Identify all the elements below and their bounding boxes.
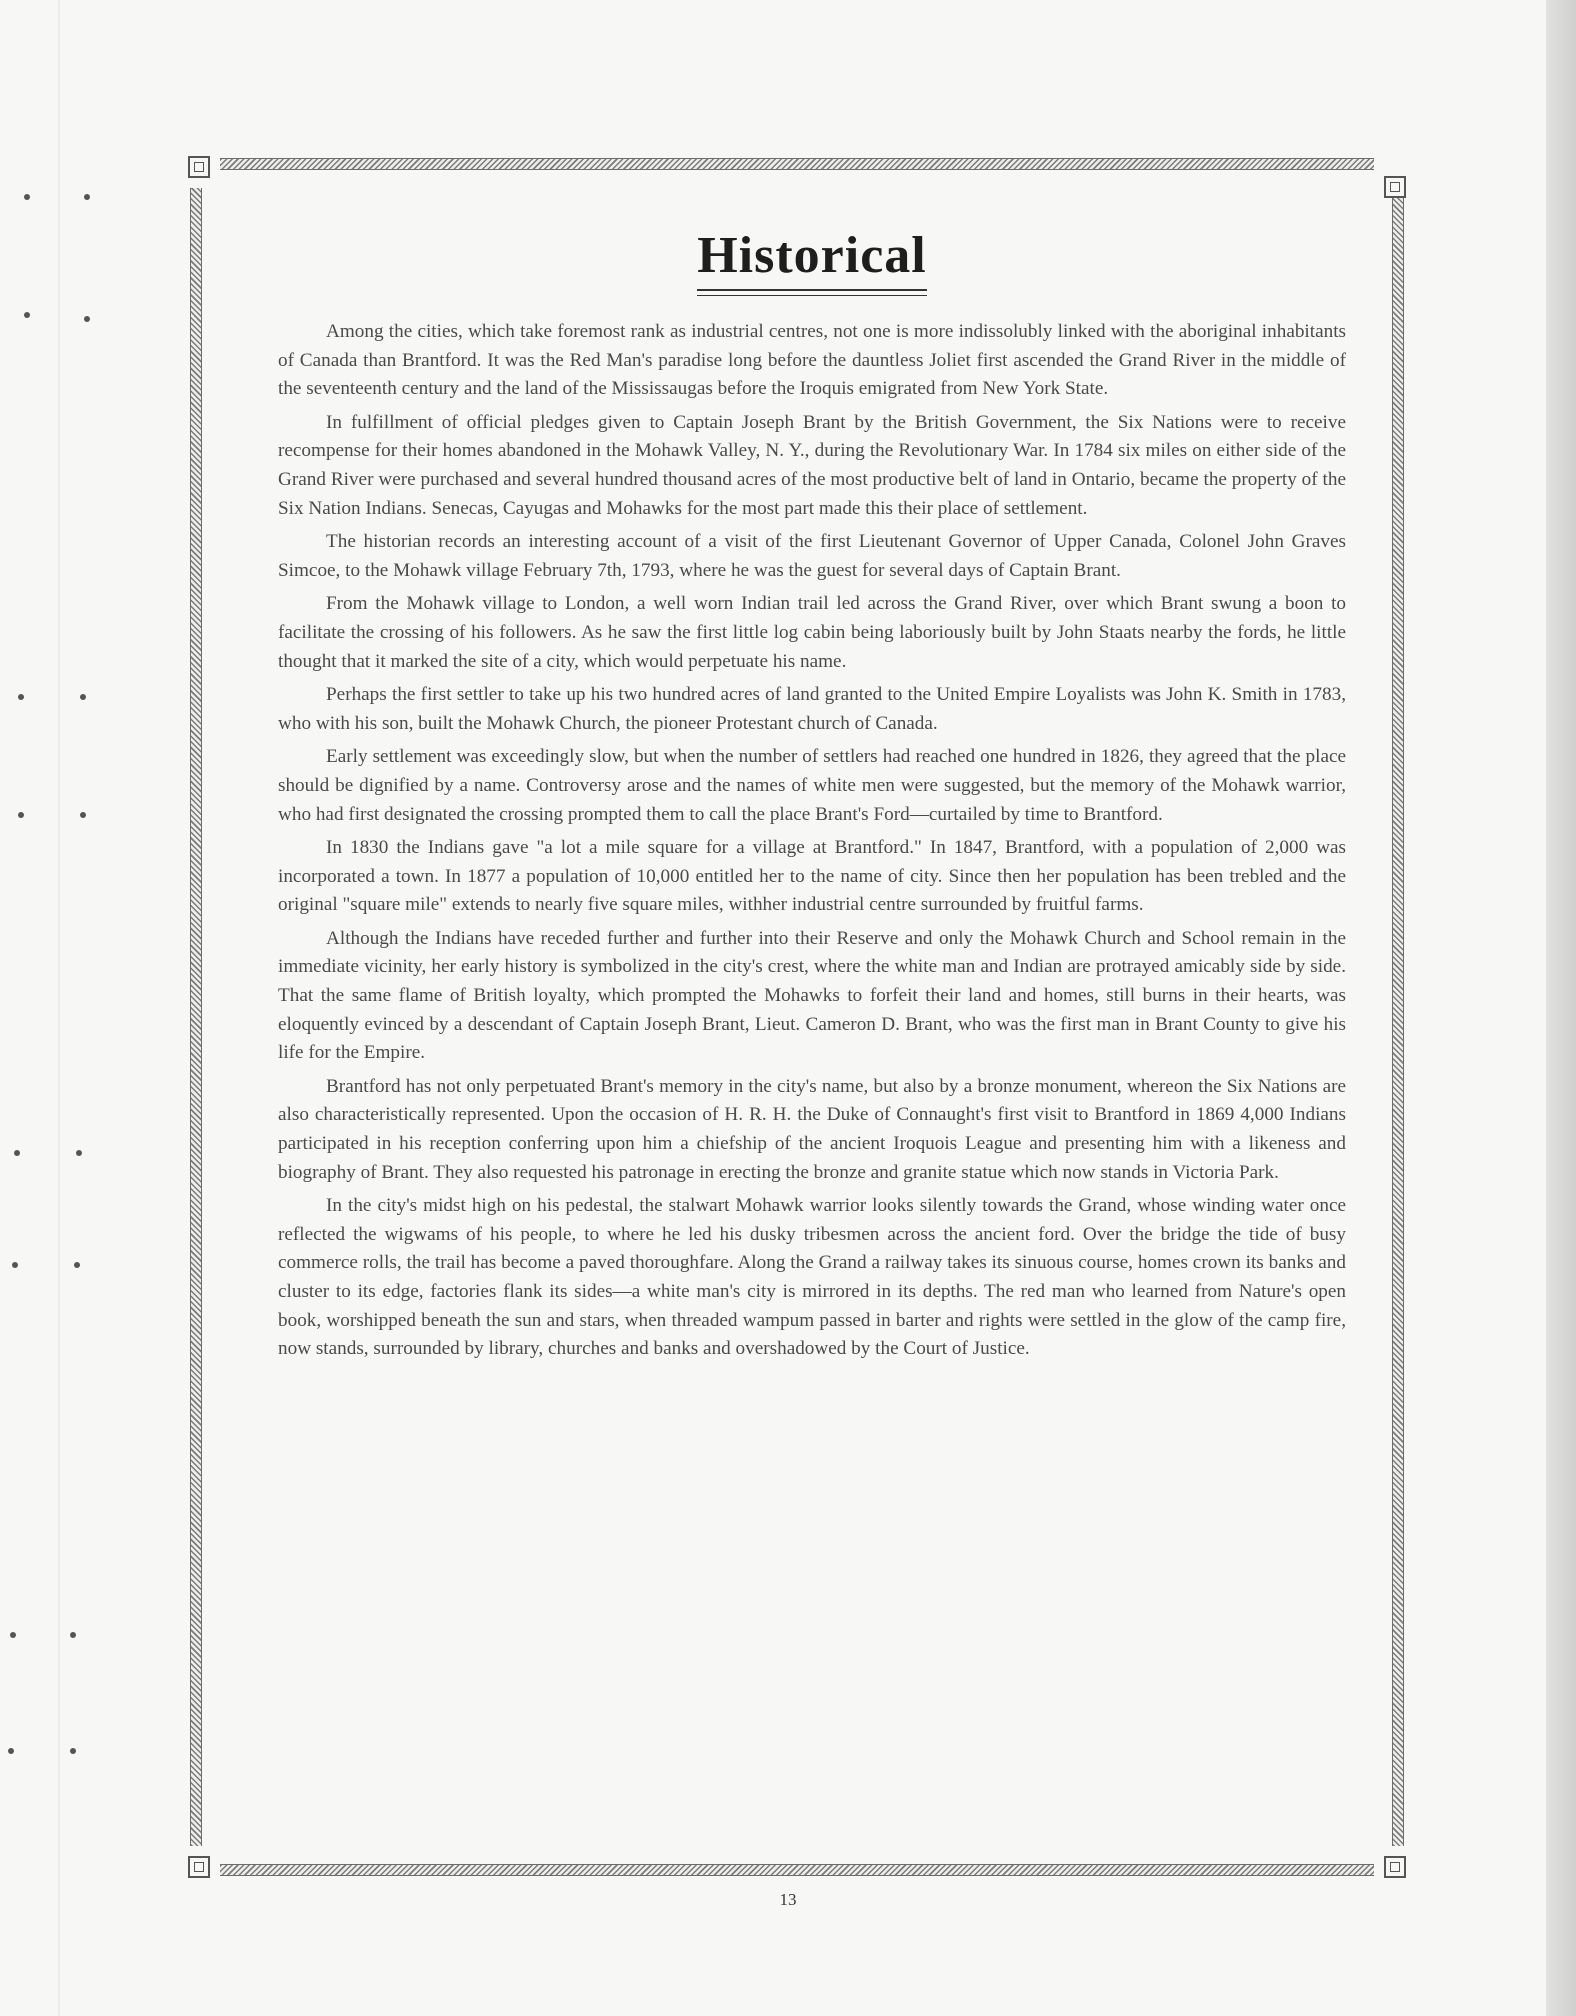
paragraph: Brantford has not only perpetuated Brant's memory in the city's name, but also by a bronze monument, whereon the Six Nations are also characteristically represented. Upon the occasion of H. R. H. the Duke of Connaught's first visit to Brantford in 1869 4,000 Indians participated in his reception conferring upon him a chiefship of the ancient Iroquois League and presenting him with a likeness and biography of Brant. They also requested his patronage in erecting the bronze and granite statue which now stands in Victoria Park. — [278, 1075, 1346, 1183]
binding-margin — [0, 0, 80, 2016]
page-fold — [58, 0, 60, 2016]
binding-hole — [18, 694, 24, 700]
binding-hole — [12, 1262, 18, 1268]
paragraph: In fulfillment of official pledges given to Captain Joseph Brant by the British Government, the Six Nations were to receive recompense for their homes abandoned in the Mohawk Valley, N. Y., during the Revolutionary War. In 1784 six miles on either side of the Grand River were purchased and several hundred thousand acres of the most productive belt of land in Ontario, became the property of the Six Nation Indians. Senecas, Cayugas and Mohawks for the most part made this their place of settlement. — [278, 411, 1346, 519]
paragraph: The historian records an interesting account of a visit of the first Lieutenant Governor of Upper Canada, Colonel John Graves Simcoe, to the Mohawk village February 7th, 1793, where he was the guest for several days of Captain Brant. — [278, 531, 1346, 581]
binding-hole — [76, 1150, 82, 1156]
paragraph: In 1830 the Indians gave "a lot a mile square for a village at Brantford." In 1847, Brantford, with a population of 2,000 was incorporated a town. In 1877 a population of 10,000 entitled her to the name of city. Since then her population has been trebled and the original "square mile" extends to nearly five square miles, withher industrial centre surrounded by fruitful farms. — [278, 837, 1346, 916]
paragraph: From the Mohawk village to London, a well worn Indian trail led across the Grand River, over which Brant swung a boon to facilitate the crossing of his followers. As he saw the first little log cabin being laboriously built by John Staats nearby the fords, he little thought that it marked the site of a city, which would perpetuate his name. — [278, 593, 1346, 672]
frame-corner-ornament — [188, 156, 210, 178]
binding-hole — [80, 812, 86, 818]
binding-hole — [24, 194, 30, 200]
binding-hole — [84, 316, 90, 322]
binding-hole — [70, 1632, 76, 1638]
binding-hole — [24, 312, 30, 318]
frame-border-top — [220, 158, 1374, 170]
binding-hole — [80, 694, 86, 700]
paragraph: Perhaps the first settler to take up his two hundred acres of land granted to the United Empire Loyalists was John K. Smith in 1783, who with his son, built the Mohawk Church, the pioneer Protestant church of Canada. — [278, 684, 1346, 734]
binding-hole — [14, 1150, 20, 1156]
title-underline — [697, 289, 927, 296]
binding-hole — [70, 1748, 76, 1754]
paragraph: Early settlement was exceedingly slow, but when the number of settlers had reached one hundred in 1826, they agreed that the place should be dignified by a name. Controversy arose and the names of white men were suggested, but the memory of the Mohawk warrior, who had first designated the crossing prompted them to call the place Brant's Ford—curtailed by time to Brantford. — [278, 746, 1346, 825]
paragraph: In the city's midst high on his pedestal, the stalwart Mohawk warrior looks silently towards the Grand, whose winding water once reflected the wigwams of his people, to where he led his dusky tribesmen across the ancient ford. Over the bridge the tide of busy commerce rolls, the trail has become a paved thoroughfare. Along the Grand a railway takes its sinuous course, homes crown its banks and cluster to its edge, factories flank its sides—a white man's city is mirrored in its depths. The red man who learned from Nature's open book, worshipped beneath the sun and stars, when threaded wampum passed in barter and rights were settled in the glow of the camp fire, now stands, surrounded by library, churches and banks and overshadowed by the Court of Justice. — [278, 1195, 1346, 1360]
frame-corner-ornament — [188, 1856, 210, 1878]
binding-hole — [10, 1632, 16, 1638]
article — [278, 226, 1346, 1369]
decorative-frame — [188, 156, 1406, 1878]
article-body — [278, 318, 1346, 1364]
paragraph: Among the cities, which take foremost rank as industrial centres, not one is more indissolubly linked with the aboriginal inhabitants of Canada than Brantford. It was the Red Man's paradise long before the dauntless Joliet first ascended the Grand River in the middle of the seventeenth century and the land of the Mississaugas before the Iroquis emigrated from New York State. — [278, 321, 1346, 400]
frame-border-right — [1392, 188, 1404, 1846]
frame-border-left — [190, 188, 202, 1846]
page-title: Historical — [697, 227, 927, 284]
binding-hole — [18, 812, 24, 818]
page-edge — [1546, 0, 1576, 2016]
paragraph: Although the Indians have receded further and further into their Reserve and only the Mohawk Church and School remain in the immediate vicinity, her early history is symbolized in the city's crest, where the white man and Indian are protrayed amicably side by side. That the same flame of British loyalty, which prompted the Mohawks to forfeit their land and homes, still burns in their hearts, was eloquently evinced by a descendant of Captain Joseph Brant, Lieut. Cameron D. Brant, who was the first man in Brant County to give his life for the Empire. — [278, 927, 1346, 1064]
binding-hole — [84, 194, 90, 200]
binding-hole — [8, 1748, 14, 1754]
frame-border-bottom — [220, 1864, 1374, 1876]
binding-hole — [74, 1262, 80, 1268]
frame-corner-ornament — [1384, 1856, 1406, 1878]
page-number: 13 — [779, 1890, 797, 1909]
frame-corner-ornament — [1384, 176, 1406, 198]
